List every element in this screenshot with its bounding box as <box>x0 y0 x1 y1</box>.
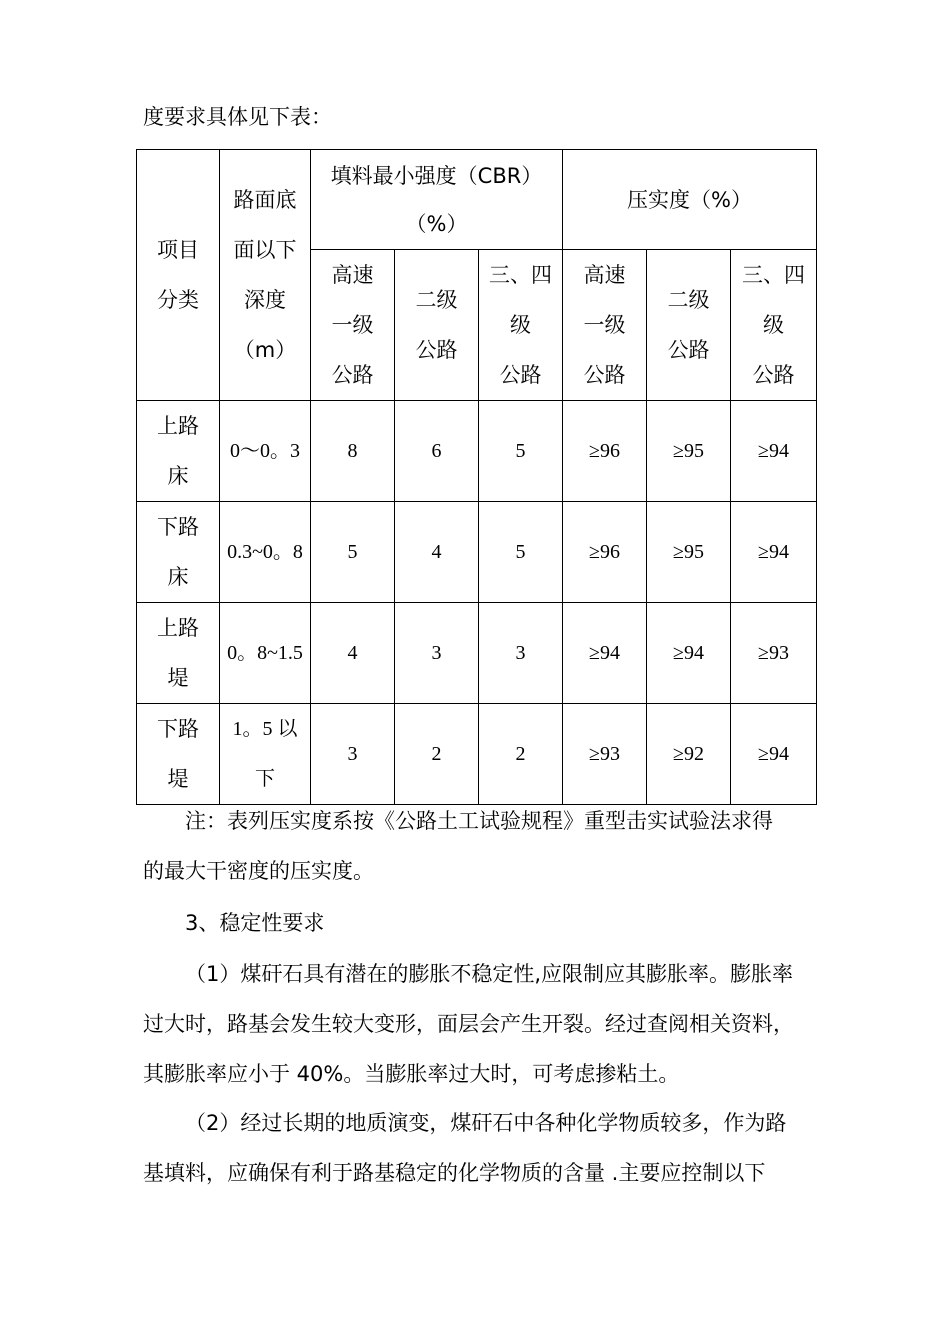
subheader-compact-class34: 三、四 级 公路 <box>731 250 817 401</box>
row-depth: 0～0。3 <box>220 401 311 502</box>
cbr-cell: 6 <box>395 401 479 502</box>
compact-cell: ≥93 <box>731 603 817 704</box>
cbr-cell: 3 <box>311 704 395 805</box>
table-row <box>137 603 817 704</box>
row-name: 下路 堤 <box>137 704 220 805</box>
table-row <box>137 502 817 603</box>
subheader-cbr-class34: 三、四 级 公路 <box>479 250 563 401</box>
compact-cell: ≥95 <box>647 502 731 603</box>
cbr-cell: 3 <box>479 603 563 704</box>
header-item-category: 项目 分类 <box>137 150 220 401</box>
row-depth: 1。5 以 下 <box>220 704 311 805</box>
header-cbr: 填料最小强度（CBR） （%） <box>311 150 563 250</box>
compact-cell: ≥96 <box>563 401 647 502</box>
cbr-cell: 4 <box>395 502 479 603</box>
paragraph-2: （2）经过长期的地质演变，煤矸石中各种化学物质较多，作为路 基填料，应确保有利于路基稳定的化学物质的含量 .主要应控制以下 <box>143 1111 787 1185</box>
cbr-cell: 3 <box>395 603 479 704</box>
section-title: 3、稳定性要求 <box>185 911 325 935</box>
compact-cell: ≥96 <box>563 502 647 603</box>
row-name: 上路 堤 <box>137 603 220 704</box>
subheader-cbr-class2: 二级 公路 <box>395 250 479 401</box>
compact-cell: ≥94 <box>563 603 647 704</box>
compact-cell: ≥94 <box>731 502 817 603</box>
compact-cell: ≥94 <box>647 603 731 704</box>
header-compaction: 压实度（%） <box>563 150 817 250</box>
compact-cell: ≥93 <box>563 704 647 805</box>
cbr-cell: 4 <box>311 603 395 704</box>
cbr-cell: 2 <box>479 704 563 805</box>
table-row <box>137 401 817 502</box>
paragraph-1: （1）煤矸石具有潜在的膨胀不稳定性,应限制应其膨胀率。膨胀率 过大时，路基会发生较大变形，面层会产生开裂。经过查阅相关资料， 其膨胀率应小于 40%。当膨胀率过大时，可考虑掺粘土。 <box>143 962 794 1086</box>
subheader-compact-highway: 高速 一级 公路 <box>563 250 647 401</box>
header-depth: 路面底 面以下 深度 （m） <box>220 150 311 401</box>
cbr-cell: 5 <box>311 502 395 603</box>
table-note: 注：表列压实度系按《公路土工试验规程》重型击实试验法求得 的最大干密度的压实度。 <box>143 809 773 883</box>
intro-text: 度要求具体见下表： <box>143 105 332 129</box>
table-row <box>137 704 817 805</box>
cbr-cell: 8 <box>311 401 395 502</box>
row-name: 下路 床 <box>137 502 220 603</box>
compact-cell: ≥95 <box>647 401 731 502</box>
row-depth: 0.3~0。8 <box>220 502 311 603</box>
compact-cell: ≥94 <box>731 401 817 502</box>
cbr-cell: 5 <box>479 502 563 603</box>
cbr-cell: 2 <box>395 704 479 805</box>
subheader-cbr-highway: 高速 一级 公路 <box>311 250 395 401</box>
subheader-compact-class2: 二级 公路 <box>647 250 731 401</box>
row-depth: 0。8~1.5 <box>220 603 311 704</box>
cbr-cell: 5 <box>479 401 563 502</box>
compact-cell: ≥94 <box>731 704 817 805</box>
compaction-table <box>136 149 817 805</box>
compact-cell: ≥92 <box>647 704 731 805</box>
row-name: 上路 床 <box>137 401 220 502</box>
